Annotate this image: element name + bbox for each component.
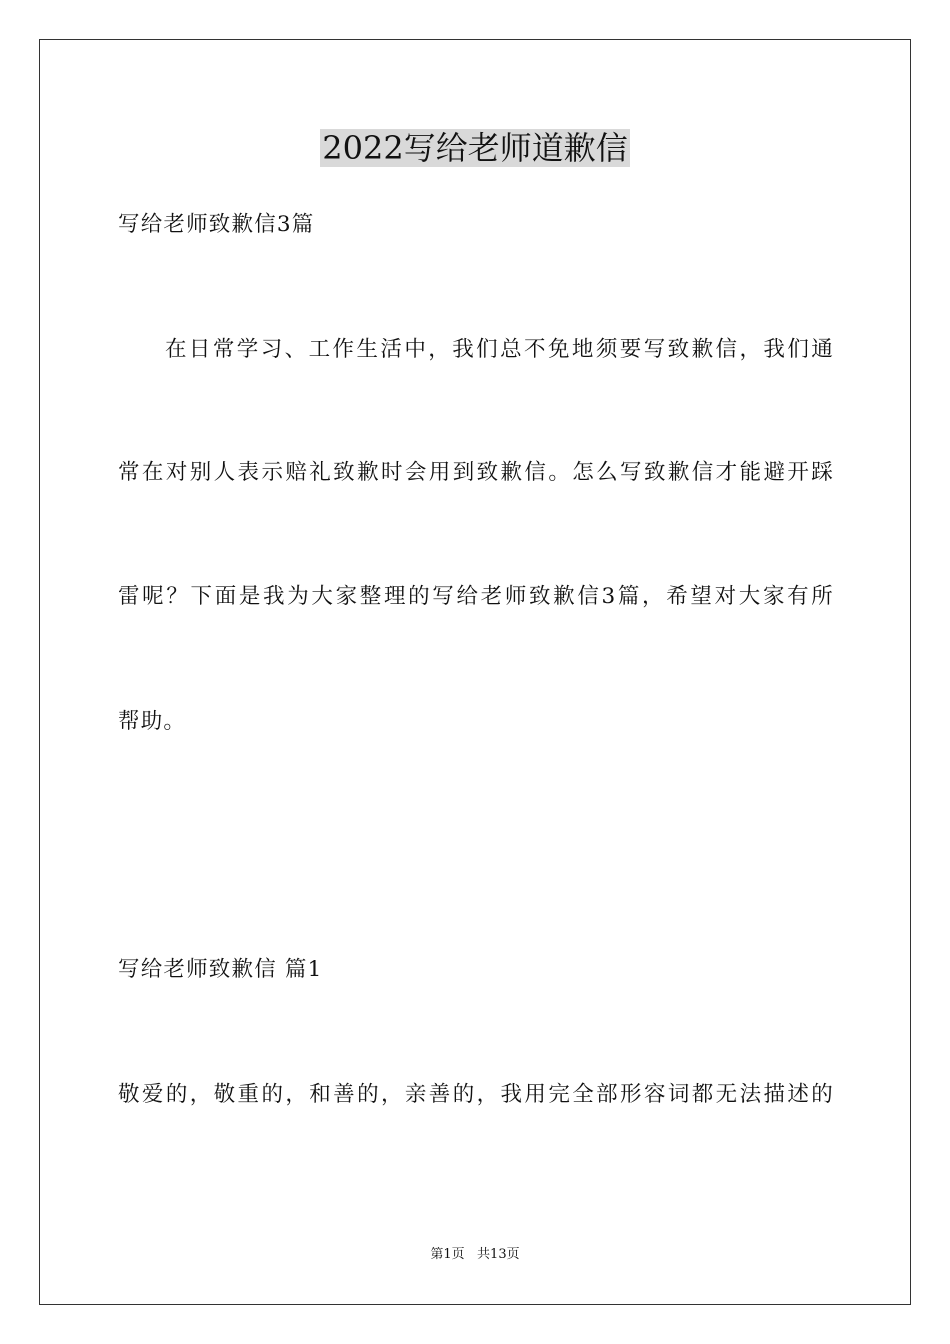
intro-line-2: 常在对别人表示赔礼致歉时会用到致歉信。怎么写致歉信才能避开踩 bbox=[118, 460, 834, 485]
section-heading: 写给老师致歉信 篇1 bbox=[118, 957, 323, 982]
page-footer: 第1页 共13页 bbox=[430, 1247, 520, 1262]
document-title-text: 2022写给老师道歉信 bbox=[322, 129, 628, 167]
document-title bbox=[0, 126, 950, 170]
intro-line-1: 在日常学习、工作生活中，我们总不免地须要写致歉信，我们通 bbox=[165, 337, 834, 362]
section-line-1: 敬爱的，敬重的，和善的，亲善的，我用完全部形容词都无法描述的 bbox=[118, 1082, 834, 1107]
intro-line-4: 帮助。 bbox=[118, 709, 187, 734]
document-subtitle: 写给老师致歉信3篇 bbox=[118, 212, 315, 237]
intro-line-3: 雷呢？下面是我为大家整理的写给老师致歉信3篇，希望对大家有所 bbox=[118, 584, 834, 609]
